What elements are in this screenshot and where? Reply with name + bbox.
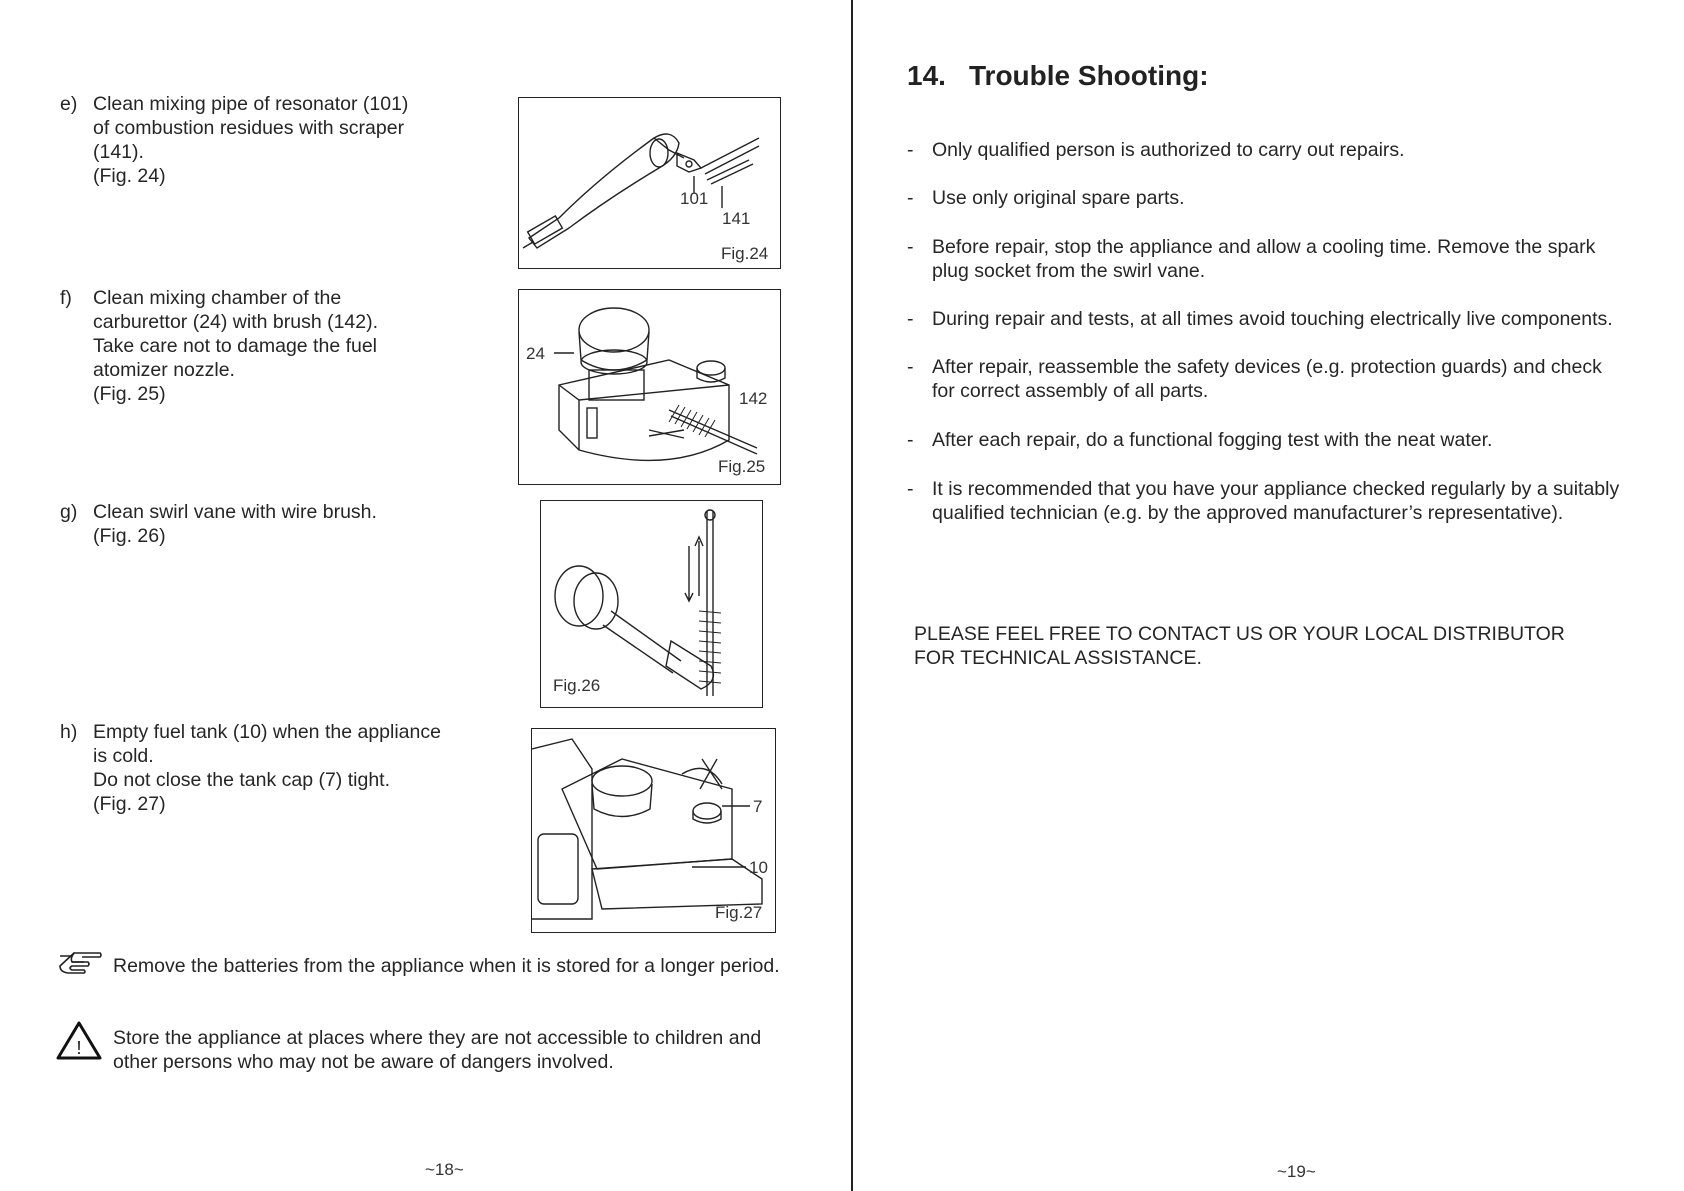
step-line: Do not close the tank cap (7) tight. [93, 769, 390, 791]
step-label: f) [60, 287, 72, 309]
bullet-text [932, 235, 1595, 283]
step-line: Empty fuel tank (10) when the appliance [93, 721, 441, 743]
bullet-dash: - [907, 139, 914, 161]
figure-26 [540, 500, 763, 708]
bullet-line: Use only original spare parts. [932, 187, 1185, 209]
contact-line: PLEASE FEEL FREE TO CONTACT US OR YOUR LOCAL DISTRIBUTOR [914, 623, 1565, 645]
figure-caption: Fig.26 [553, 676, 601, 695]
step-line: (Fig. 26) [93, 525, 166, 547]
svg-text:!: ! [76, 1038, 82, 1058]
section-number: 14. [907, 60, 946, 91]
bullet-dash: - [907, 308, 914, 330]
figure-caption: Fig.24 [721, 244, 769, 263]
callout-24: 24 [526, 344, 545, 363]
bullet-dash: - [907, 429, 914, 451]
bullet-line: for correct assembly of all parts. [932, 380, 1209, 402]
step-label: g) [60, 501, 78, 523]
callout-141: 141 [722, 209, 751, 228]
step-line: (141). [93, 141, 144, 163]
warning-line: other persons who may not be aware of dangers involved. [113, 1051, 614, 1073]
figure-caption: Fig.25 [718, 457, 766, 476]
bullet-dash: - [907, 356, 914, 378]
step-line: Clean mixing pipe of resonator (101) [93, 93, 409, 115]
callout-7: 7 [753, 797, 763, 816]
bullet-line: During repair and tests, at all times avoid touching electrically live components. [932, 308, 1613, 330]
pointing-hand-icon [58, 950, 102, 974]
storage-warning [113, 1026, 761, 1074]
contact-line: FOR TECHNICAL ASSISTANCE. [914, 647, 1202, 669]
figure-24 [518, 97, 781, 269]
step-text [93, 286, 378, 406]
figure-caption: Fig.27 [715, 903, 763, 922]
step-line: (Fig. 25) [93, 383, 166, 405]
callout-142: 142 [739, 389, 768, 408]
step-line: Take care not to damage the fuel [93, 335, 378, 357]
step-line: carburettor (24) with brush (142). [93, 311, 379, 333]
bullet-dash: - [907, 187, 914, 209]
step-line: is cold. [93, 745, 154, 767]
warning-line: Store the appliance at places where they are not accessible to children and [113, 1027, 762, 1049]
figure-25 [518, 289, 781, 485]
page-divider [851, 0, 853, 1191]
bullet-text [932, 186, 1185, 210]
step-label: e) [60, 93, 78, 115]
step-line: atomizer nozzle. [93, 359, 235, 381]
storage-hint: Remove the batteries from the appliance when it is stored for a longer period. [113, 955, 780, 977]
step-text [93, 720, 441, 816]
bullet-text [932, 477, 1619, 525]
bullet-dash: - [907, 236, 914, 258]
callout-101: 101 [680, 189, 709, 208]
bullet-line: qualified technician (e.g. by the approved manufacturer’s representative). [932, 502, 1564, 524]
step-line: Clean swirl vane with wire brush. [93, 501, 377, 523]
bullet-line: After repair, reassemble the safety devices (e.g. protection guards) and check [932, 356, 1602, 378]
bullet-text [932, 428, 1492, 452]
step-line: (Fig. 24) [93, 165, 166, 187]
bullet-line: Only qualified person is authorized to carry out repairs. [932, 139, 1405, 161]
bullet-line: Before repair, stop the appliance and allow a cooling time. Remove the spark [932, 236, 1596, 258]
section-heading [907, 60, 1209, 92]
callout-10: 10 [749, 858, 768, 877]
bullet-dash: - [907, 478, 914, 500]
page-number-right: ~19~ [1277, 1162, 1316, 1181]
bullet-line: It is recommended that you have your appliance checked regularly by a suitably [932, 478, 1620, 500]
figure-27 [531, 728, 776, 933]
bullet-text [932, 355, 1602, 403]
step-label: h) [60, 721, 78, 743]
bullet-line: plug socket from the swirl vane. [932, 260, 1206, 282]
bullet-line: After each repair, do a functional fogging test with the neat water. [932, 429, 1493, 451]
step-line: Clean mixing chamber of the [93, 287, 342, 309]
bullet-text [932, 138, 1405, 162]
warning-triangle-icon [56, 1020, 102, 1060]
step-line: of combustion residues with scraper [93, 117, 405, 139]
bullet-text [932, 307, 1613, 331]
page-number-left: ~18~ [425, 1160, 464, 1179]
section-title: Trouble Shooting: [969, 60, 1209, 91]
step-line: (Fig. 27) [93, 793, 166, 815]
step-text [93, 500, 377, 548]
step-text [93, 92, 408, 188]
contact-notice [914, 622, 1565, 670]
